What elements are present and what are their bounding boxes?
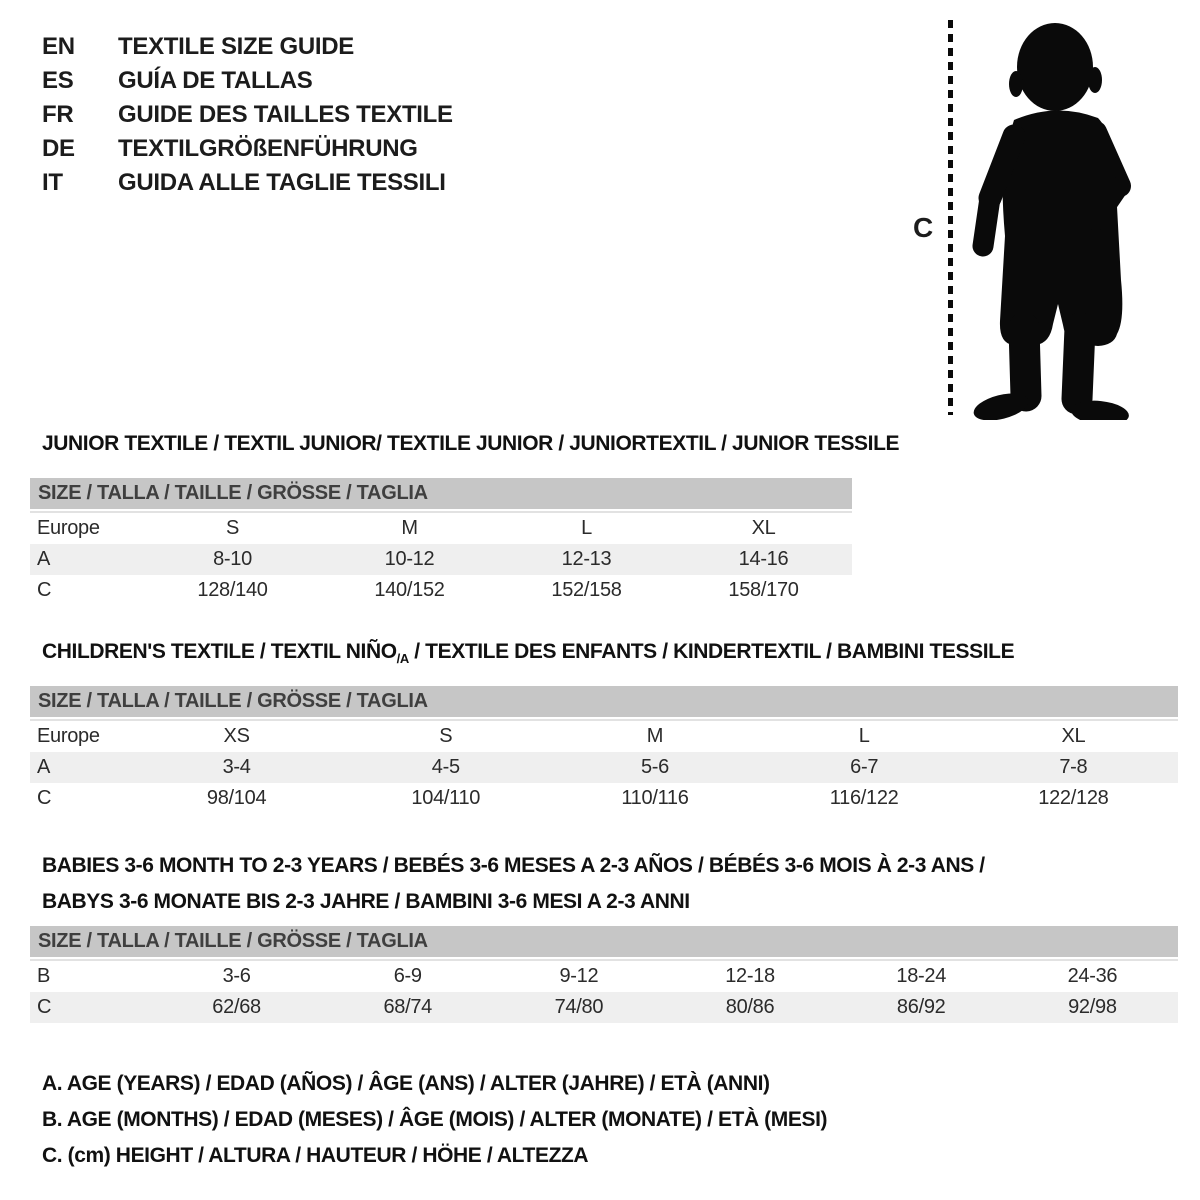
height-cell: 122/128	[1038, 787, 1109, 809]
row-label: C	[37, 579, 52, 601]
size-cell: L	[858, 725, 870, 747]
children-title-post: / TEXTILE DES ENFANTS / KINDERTEXTIL / BAMBINI TESSILE	[408, 640, 1015, 663]
guide-title-it: GUIDA ALLE TAGLIE TESSILI	[118, 169, 446, 196]
babies-section-title	[42, 848, 985, 920]
language-row-en	[42, 30, 453, 64]
babies-table	[30, 959, 1178, 1023]
height-cell: 80/86	[725, 996, 775, 1018]
height-cell: 104/110	[411, 787, 481, 809]
age-cell: 5-6	[640, 756, 669, 778]
months-cell: 18-24	[896, 965, 947, 987]
height-cell: 74/80	[554, 996, 604, 1018]
babies-row-months	[30, 960, 1178, 992]
language-row-de	[42, 132, 453, 166]
language-row-it	[42, 166, 453, 200]
height-cell: 152/158	[551, 579, 622, 601]
row-label: A	[37, 548, 51, 570]
height-measure-label: C	[913, 212, 934, 243]
row-label: Europe	[37, 517, 100, 539]
size-cell: XL	[1061, 725, 1086, 747]
language-title-list	[42, 30, 453, 200]
row-label: A	[37, 756, 51, 778]
age-cell: 6-7	[850, 756, 879, 778]
months-cell: 6-9	[393, 965, 422, 987]
height-cell: 98/104	[206, 787, 267, 809]
age-cell: 8-10	[213, 548, 252, 570]
junior-table	[30, 511, 852, 606]
height-cell: 128/140	[197, 579, 268, 601]
height-cell: 62/68	[212, 996, 261, 1018]
junior-section-title: JUNIOR TEXTILE / TEXTIL JUNIOR/ TEXTILE JUNIOR / JUNIORTEXTIL / JUNIOR TESSILE	[42, 432, 900, 455]
age-cell: 4-5	[431, 756, 460, 778]
junior-size-table	[30, 478, 852, 606]
age-cell: 3-4	[222, 756, 251, 778]
children-table	[30, 719, 1178, 814]
junior-row-age	[30, 544, 852, 575]
legend-height-cm: C. (cm) HEIGHT / ALTURA / HAUTEUR / HÖHE / ALTEZZA	[42, 1144, 589, 1167]
height-measure-dashed-line	[948, 20, 953, 415]
language-code: ES	[42, 67, 74, 94]
children-title-pre: CHILDREN'S TEXTILE / TEXTIL NIÑO	[42, 640, 397, 663]
babies-row-height	[30, 992, 1178, 1023]
language-code: DE	[42, 135, 75, 162]
row-label: Europe	[37, 725, 100, 747]
guide-title-es: GUÍA DE TALLAS	[118, 67, 313, 94]
babies-size-table	[30, 926, 1178, 1023]
language-row-es	[42, 64, 453, 98]
children-title-subscript: /A	[396, 651, 409, 666]
size-cell: S	[439, 725, 453, 747]
age-cell: 7-8	[1059, 756, 1088, 778]
legend-age-years: A. AGE (YEARS) / EDAD (AÑOS) / ÂGE (ANS) / ALTER (JAHRE) / ETÀ (ANNI)	[42, 1072, 770, 1095]
children-size-table	[30, 686, 1178, 814]
height-cell: 92/98	[1068, 996, 1117, 1018]
age-cell: 10-12	[384, 548, 435, 570]
junior-row-height	[30, 575, 852, 606]
guide-title-fr: GUIDE DES TAILLES TEXTILE	[118, 101, 453, 128]
children-row-age	[30, 752, 1178, 783]
junior-size-header-bar: SIZE / TALLA / TAILLE / GRÖSSE / TAGLIA	[30, 478, 852, 509]
age-cell: 12-13	[561, 548, 612, 570]
junior-row-europe	[30, 512, 852, 544]
babies-title-line2: BABYS 3-6 MONATE BIS 2-3 JAHRE / BAMBINI 3-6 MESI A 2-3 ANNI	[42, 890, 690, 913]
guide-title-en: TEXTILE SIZE GUIDE	[118, 33, 354, 60]
height-cell: 140/152	[374, 579, 445, 601]
row-label: C	[37, 996, 52, 1018]
size-cell: L	[581, 517, 592, 539]
children-row-europe	[30, 720, 1178, 752]
size-cell: M	[401, 517, 418, 539]
measurement-legend	[42, 1066, 827, 1174]
height-cell: 110/116	[621, 787, 689, 809]
height-cell: 86/92	[896, 996, 946, 1018]
height-cell: 158/170	[728, 579, 799, 601]
babies-size-header-bar: SIZE / TALLA / TAILLE / GRÖSSE / TAGLIA	[30, 926, 1178, 957]
children-row-height	[30, 783, 1178, 814]
size-cell: S	[225, 517, 240, 539]
children-section-title	[42, 640, 1014, 666]
legend-age-months: B. AGE (MONTHS) / EDAD (MESES) / ÂGE (MOIS) / ALTER (MONATE) / ETÀ (MESI)	[42, 1108, 828, 1131]
children-size-header-bar: SIZE / TALLA / TAILLE / GRÖSSE / TAGLIA	[30, 686, 1178, 717]
months-cell: 24-36	[1067, 965, 1118, 987]
language-code: FR	[42, 101, 74, 128]
size-cell: XS	[223, 725, 250, 747]
row-label: B	[37, 965, 51, 987]
language-row-fr	[42, 98, 453, 132]
height-cell: 116/122	[829, 787, 899, 809]
height-cell: 68/74	[383, 996, 433, 1018]
language-code: EN	[42, 33, 75, 60]
babies-title-line1: BABIES 3-6 MONTH TO 2-3 YEARS / BEBÉS 3-6 MESES A 2-3 AÑOS / BÉBÉS 3-6 MOIS À 2-3 ANS /	[42, 854, 985, 877]
size-cell: M	[646, 725, 664, 747]
toddler-silhouette-icon	[968, 18, 1135, 420]
guide-title-de: TEXTILGRÖßENFÜHRUNG	[118, 135, 418, 162]
months-cell: 9-12	[559, 965, 599, 987]
age-cell: 14-16	[738, 548, 789, 570]
months-cell: 3-6	[222, 965, 251, 987]
row-label: C	[37, 787, 52, 809]
months-cell: 12-18	[725, 965, 775, 987]
size-cell: XL	[751, 517, 776, 539]
language-code: IT	[42, 169, 63, 196]
